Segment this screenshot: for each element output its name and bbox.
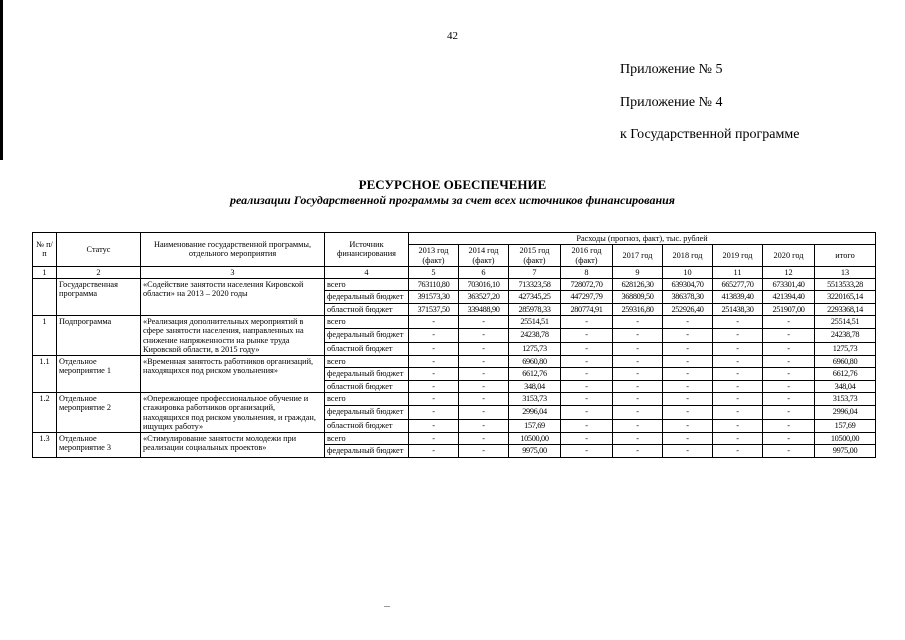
- amount-cell: -: [613, 329, 663, 342]
- amount-cell: 25514,51: [509, 315, 561, 328]
- amount-cell: -: [613, 433, 663, 445]
- amount-cell: -: [561, 419, 613, 432]
- resource-table: [32, 232, 876, 458]
- amount-cell: -: [459, 392, 509, 405]
- amount-cell: 427345,25: [509, 291, 561, 303]
- amount-cell: -: [409, 433, 459, 445]
- amount-cell: 259316,80: [613, 303, 663, 315]
- amount-cell: 6612,76: [509, 368, 561, 380]
- header-year: 2014 год (факт): [459, 245, 509, 267]
- header-year: 2017 год: [613, 245, 663, 267]
- funding-source: областной бюджет: [325, 303, 409, 315]
- amount-cell: -: [763, 406, 815, 419]
- amount-cell: -: [613, 356, 663, 368]
- amount-cell: -: [561, 433, 613, 445]
- amount-cell: -: [713, 368, 763, 380]
- amount-cell: -: [613, 342, 663, 355]
- row-name: «Опережающее профессиональное обучение и стажировка работников организаций, находящихся под риском увольнения, и граждан, ищущих работу»: [141, 392, 325, 432]
- amount-cell: 2996,04: [815, 406, 876, 419]
- amount-cell: 421394,40: [763, 291, 815, 303]
- amount-cell: -: [459, 356, 509, 368]
- document-subtitle: реализации Государственной программы за счет всех источников финансирования: [230, 193, 675, 207]
- amount-cell: -: [561, 392, 613, 405]
- amount-cell: -: [613, 315, 663, 328]
- amount-cell: -: [409, 392, 459, 405]
- amount-cell: 25514,51: [815, 315, 876, 328]
- amount-cell: -: [763, 380, 815, 392]
- column-number: 10: [663, 266, 713, 278]
- amount-cell: -: [409, 406, 459, 419]
- amount-cell: 2996,04: [509, 406, 561, 419]
- amount-cell: -: [663, 356, 713, 368]
- funding-source: всего: [325, 433, 409, 445]
- amount-cell: 3220165,14: [815, 291, 876, 303]
- amount-cell: -: [561, 315, 613, 328]
- amount-cell: -: [663, 329, 713, 342]
- header-status: Статус: [57, 233, 141, 267]
- amount-cell: 363527,20: [459, 291, 509, 303]
- amount-cell: -: [561, 356, 613, 368]
- amount-cell: -: [561, 445, 613, 457]
- amount-cell: -: [459, 380, 509, 392]
- header-year: 2020 год: [763, 245, 815, 267]
- amount-cell: -: [459, 433, 509, 445]
- amount-cell: -: [561, 368, 613, 380]
- document-title: РЕСУРСНОЕ ОБЕСПЕЧЕНИЕ: [358, 177, 547, 192]
- row-number: 1.1: [33, 356, 57, 393]
- row-name: «Стимулирование занятости молодежи при реализации социальных проектов»: [141, 433, 325, 458]
- header-expenses: Расходы (прогноз, факт), тыс. рублей: [409, 233, 876, 245]
- row-name: «Содействие занятости населения Кировской области» на 2013 – 2020 годы: [141, 279, 325, 316]
- amount-cell: 9975,00: [815, 445, 876, 457]
- row-number: 1.3: [33, 433, 57, 458]
- amount-cell: 285978,33: [509, 303, 561, 315]
- header-year: 2019 год: [713, 245, 763, 267]
- amount-cell: 371537,50: [409, 303, 459, 315]
- header-source: Источник финансирования: [325, 233, 409, 267]
- amount-cell: -: [663, 419, 713, 432]
- amount-cell: -: [459, 368, 509, 380]
- row-name: «Реализация дополнительных мероприятий в сфере занятости населения, направленных на снижение напряженности на рынке труда Кировской области, в 2015 году»: [141, 315, 325, 355]
- table-row: [33, 392, 876, 405]
- amount-cell: 339488,90: [459, 303, 509, 315]
- funding-source: федеральный бюджет: [325, 291, 409, 303]
- column-number: 7: [509, 266, 561, 278]
- amount-cell: 5513533,28: [815, 279, 876, 291]
- amount-cell: -: [663, 342, 713, 355]
- row-status: Подпрограмма: [57, 315, 141, 355]
- appendix-line-1: Приложение № 5: [620, 62, 723, 77]
- amount-cell: 6960,80: [815, 356, 876, 368]
- amount-cell: -: [663, 433, 713, 445]
- row-status: Государственная программа: [57, 279, 141, 316]
- appendix-line-3: к Государственной программе: [620, 127, 800, 142]
- amount-cell: -: [713, 380, 763, 392]
- amount-cell: -: [713, 392, 763, 405]
- amount-cell: -: [663, 406, 713, 419]
- funding-source: федеральный бюджет: [325, 368, 409, 380]
- amount-cell: -: [409, 368, 459, 380]
- amount-cell: -: [613, 445, 663, 457]
- row-number: 1: [33, 315, 57, 355]
- amount-cell: 157,69: [509, 419, 561, 432]
- amount-cell: -: [713, 329, 763, 342]
- amount-cell: 348,04: [815, 380, 876, 392]
- amount-cell: 251438,30: [713, 303, 763, 315]
- amount-cell: 9975,00: [509, 445, 561, 457]
- amount-cell: 413839,40: [713, 291, 763, 303]
- column-number: 12: [763, 266, 815, 278]
- amount-cell: -: [561, 342, 613, 355]
- amount-cell: -: [763, 342, 815, 355]
- header-year: 2015 год (факт): [509, 245, 561, 267]
- amount-cell: -: [613, 406, 663, 419]
- amount-cell: -: [663, 445, 713, 457]
- amount-cell: -: [713, 315, 763, 328]
- amount-cell: -: [663, 315, 713, 328]
- column-number: 5: [409, 266, 459, 278]
- header-year: 2018 год: [663, 245, 713, 267]
- amount-cell: -: [713, 356, 763, 368]
- amount-cell: 368809,50: [613, 291, 663, 303]
- amount-cell: -: [713, 445, 763, 457]
- amount-cell: 280774,91: [561, 303, 613, 315]
- amount-cell: 728072,70: [561, 279, 613, 291]
- column-number: 13: [815, 266, 876, 278]
- page-edge-mark: [0, 0, 3, 160]
- funding-source: всего: [325, 279, 409, 291]
- amount-cell: -: [763, 356, 815, 368]
- row-number: 1.2: [33, 392, 57, 432]
- header-num: № п/п: [33, 233, 57, 267]
- amount-cell: -: [409, 329, 459, 342]
- amount-cell: -: [459, 406, 509, 419]
- row-name: «Временная занятость работников организаций, находящихся под риском увольнения»: [141, 356, 325, 393]
- column-number: 3: [141, 266, 325, 278]
- page-number: 42: [447, 30, 458, 42]
- row-status: Отдельное мероприятие 1: [57, 356, 141, 393]
- amount-cell: -: [613, 368, 663, 380]
- scan-mark: [384, 606, 390, 607]
- amount-cell: 639304,70: [663, 279, 713, 291]
- amount-cell: -: [459, 419, 509, 432]
- amount-cell: -: [663, 392, 713, 405]
- table-row: [33, 279, 876, 291]
- amount-cell: 386378,30: [663, 291, 713, 303]
- amount-cell: 251907,00: [763, 303, 815, 315]
- amount-cell: 763110,80: [409, 279, 459, 291]
- amount-cell: 10500,00: [815, 433, 876, 445]
- amount-cell: -: [561, 406, 613, 419]
- amount-cell: -: [459, 329, 509, 342]
- amount-cell: -: [459, 445, 509, 457]
- funding-source: федеральный бюджет: [325, 329, 409, 342]
- amount-cell: -: [713, 342, 763, 355]
- amount-cell: -: [713, 419, 763, 432]
- amount-cell: 1275,73: [815, 342, 876, 355]
- amount-cell: 157,69: [815, 419, 876, 432]
- funding-source: областной бюджет: [325, 342, 409, 355]
- table-row: [33, 315, 876, 328]
- amount-cell: 2293368,14: [815, 303, 876, 315]
- funding-source: областной бюджет: [325, 380, 409, 392]
- amount-cell: -: [763, 329, 815, 342]
- amount-cell: 3153,73: [509, 392, 561, 405]
- amount-cell: 3153,73: [815, 392, 876, 405]
- amount-cell: -: [613, 419, 663, 432]
- funding-source: областной бюджет: [325, 419, 409, 432]
- column-number: 2: [57, 266, 141, 278]
- table-row: [33, 356, 876, 368]
- amount-cell: -: [763, 433, 815, 445]
- amount-cell: -: [459, 342, 509, 355]
- funding-source: всего: [325, 392, 409, 405]
- column-number: 6: [459, 266, 509, 278]
- column-number: 9: [613, 266, 663, 278]
- amount-cell: -: [663, 380, 713, 392]
- amount-cell: 391573,30: [409, 291, 459, 303]
- amount-cell: 713323,58: [509, 279, 561, 291]
- column-number: 8: [561, 266, 613, 278]
- amount-cell: -: [409, 342, 459, 355]
- amount-cell: 24238,78: [509, 329, 561, 342]
- amount-cell: -: [409, 315, 459, 328]
- amount-cell: -: [409, 445, 459, 457]
- funding-source: федеральный бюджет: [325, 406, 409, 419]
- amount-cell: -: [763, 419, 815, 432]
- row-status: Отдельное мероприятие 2: [57, 392, 141, 432]
- funding-source: всего: [325, 356, 409, 368]
- amount-cell: 10500,00: [509, 433, 561, 445]
- amount-cell: 673301,40: [763, 279, 815, 291]
- column-number: 1: [33, 266, 57, 278]
- funding-source: всего: [325, 315, 409, 328]
- table-row: [33, 433, 876, 445]
- amount-cell: 447297,79: [561, 291, 613, 303]
- amount-cell: -: [763, 392, 815, 405]
- header-name: Наименование государственной программы, отдельного мероприятия: [141, 233, 325, 267]
- amount-cell: 252926,40: [663, 303, 713, 315]
- amount-cell: -: [459, 315, 509, 328]
- amount-cell: -: [763, 445, 815, 457]
- amount-cell: 628126,30: [613, 279, 663, 291]
- amount-cell: -: [763, 368, 815, 380]
- row-status: Отдельное мероприятие 3: [57, 433, 141, 458]
- amount-cell: 665277,70: [713, 279, 763, 291]
- amount-cell: -: [409, 356, 459, 368]
- column-number: 11: [713, 266, 763, 278]
- amount-cell: 348,04: [509, 380, 561, 392]
- amount-cell: -: [713, 433, 763, 445]
- header-year: 2013 год (факт): [409, 245, 459, 267]
- header-year: 2016 год (факт): [561, 245, 613, 267]
- amount-cell: -: [763, 315, 815, 328]
- amount-cell: 6960,80: [509, 356, 561, 368]
- amount-cell: -: [561, 329, 613, 342]
- header-year: итого: [815, 245, 876, 267]
- amount-cell: -: [713, 406, 763, 419]
- amount-cell: 1275,73: [509, 342, 561, 355]
- amount-cell: -: [561, 380, 613, 392]
- amount-cell: 6612,76: [815, 368, 876, 380]
- row-number: [33, 279, 57, 316]
- amount-cell: -: [613, 392, 663, 405]
- amount-cell: 703016,10: [459, 279, 509, 291]
- amount-cell: -: [409, 380, 459, 392]
- amount-cell: -: [613, 380, 663, 392]
- funding-source: федеральный бюджет: [325, 445, 409, 457]
- amount-cell: -: [409, 419, 459, 432]
- amount-cell: 24238,78: [815, 329, 876, 342]
- column-number: 4: [325, 266, 409, 278]
- appendix-line-2: Приложение № 4: [620, 95, 723, 110]
- amount-cell: -: [663, 368, 713, 380]
